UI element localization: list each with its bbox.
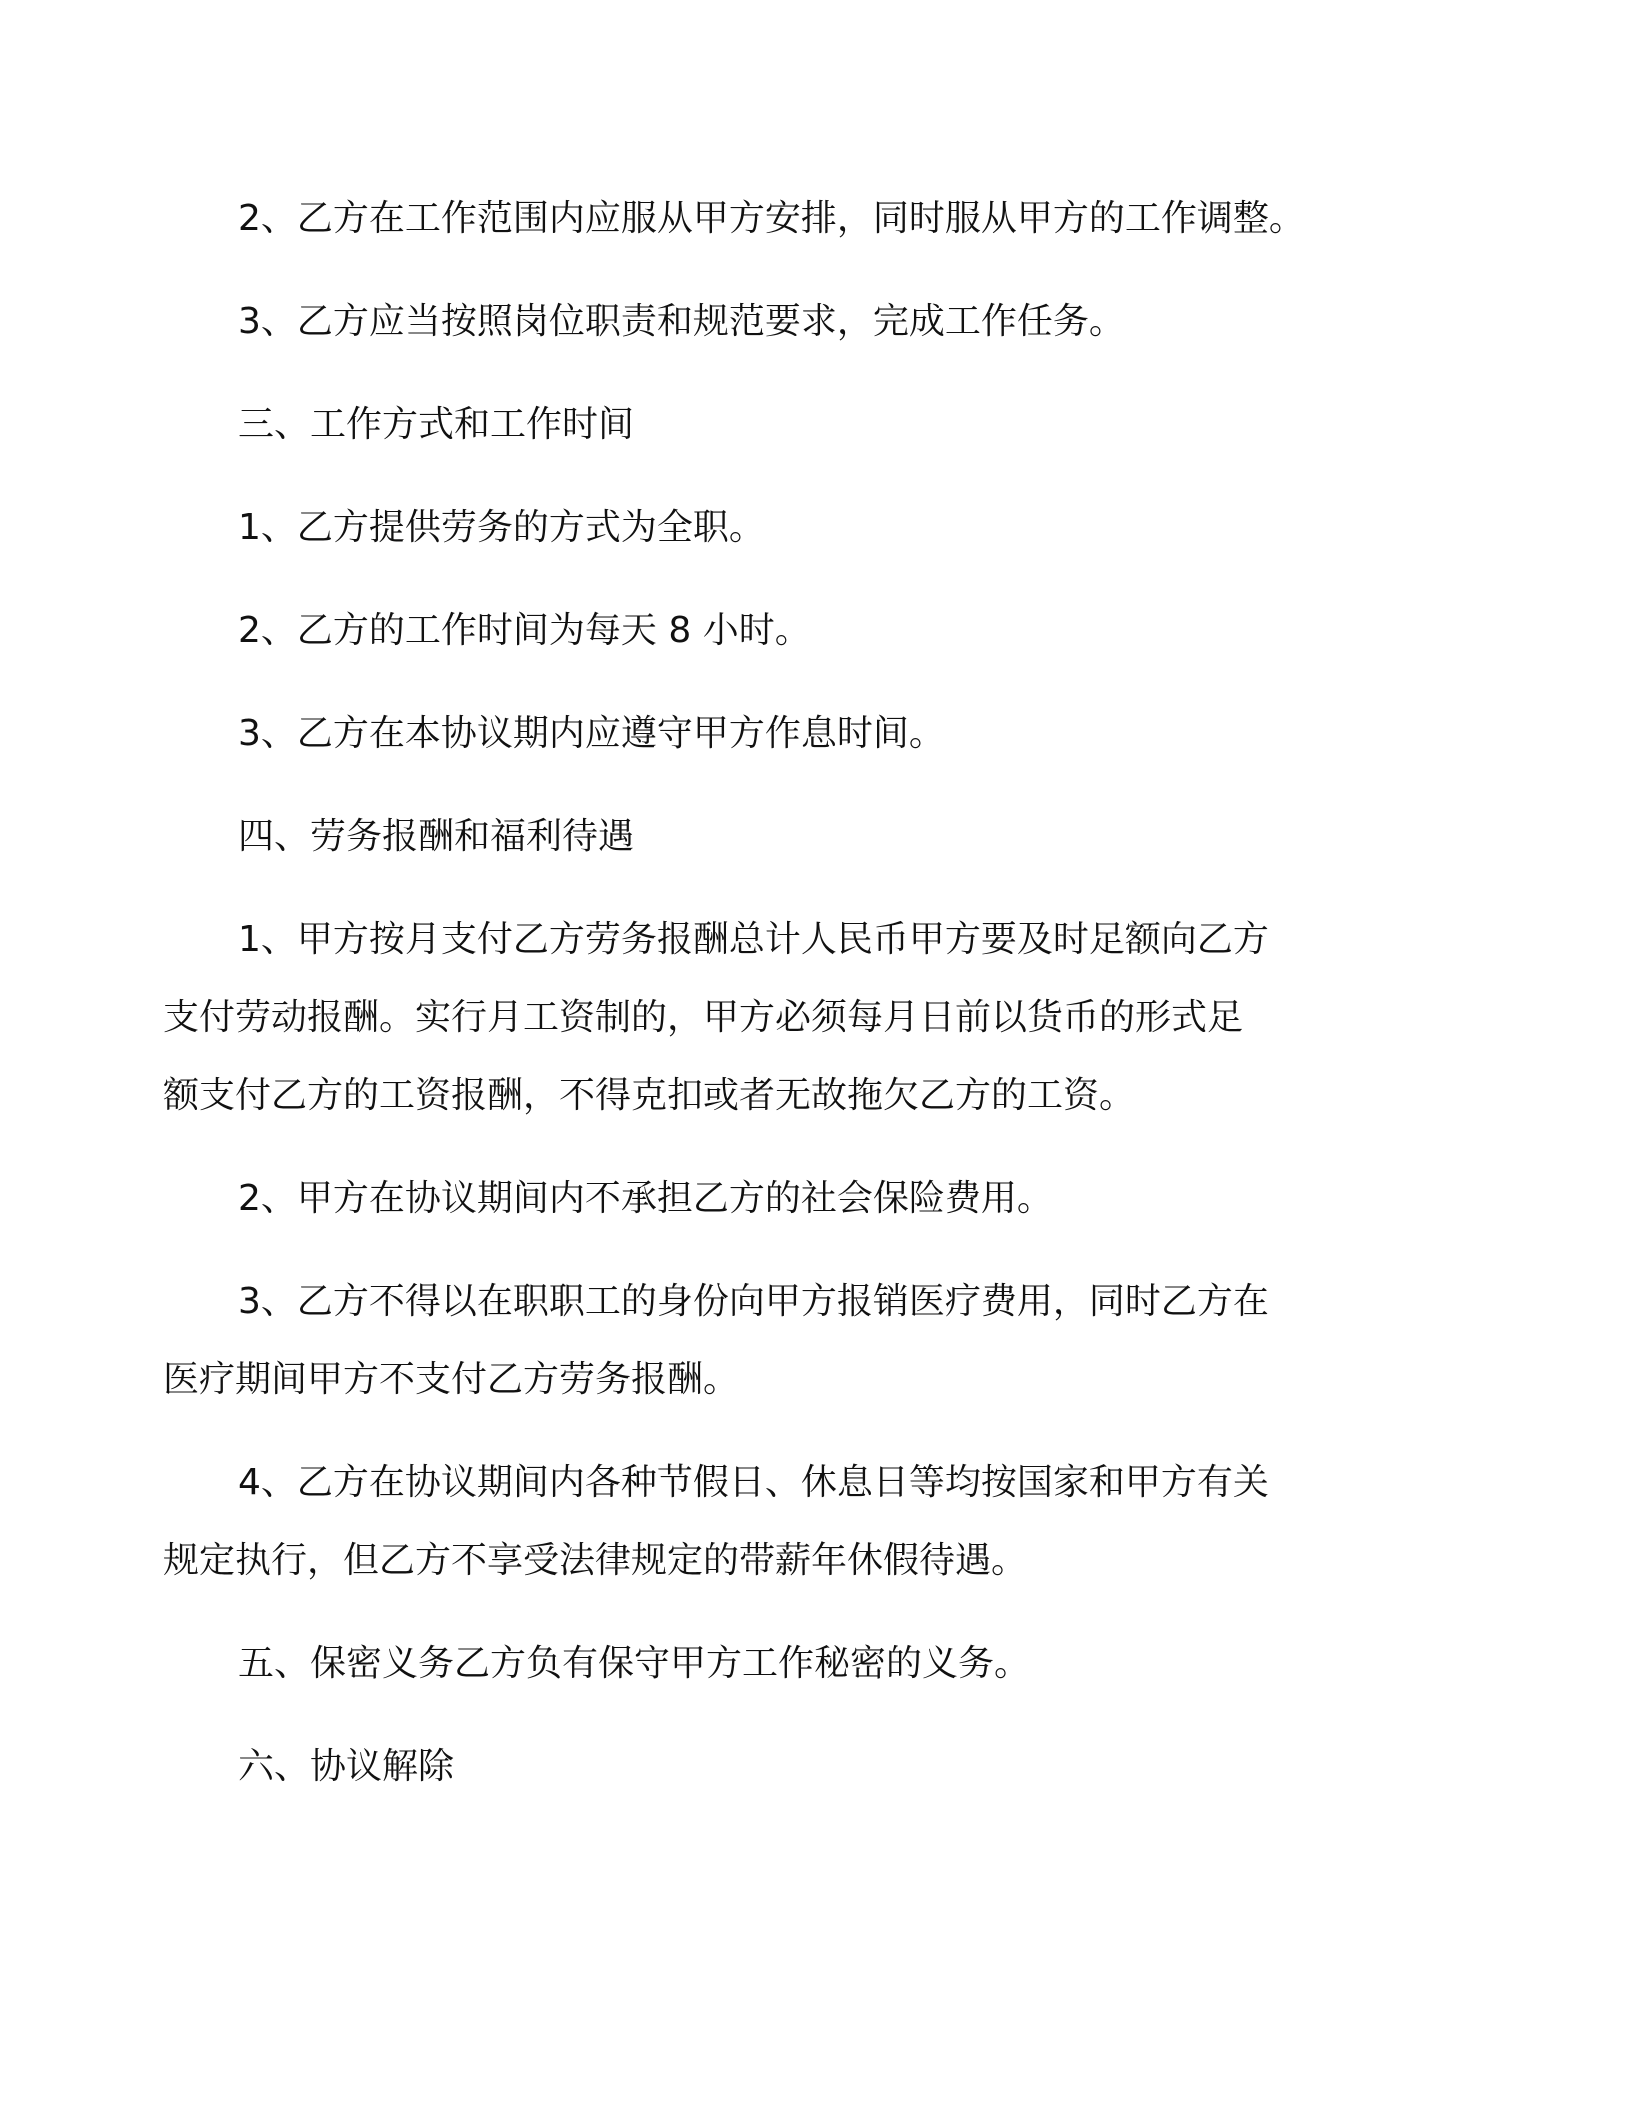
paragraph-line: 支付劳动报酬。实行月工资制的，甲方必须每月日前以货币的形式足 <box>163 997 1244 1038</box>
section-heading-6 <box>238 1728 1378 1806</box>
heading-text: 四、劳务报酬和福利待遇 <box>238 816 635 857</box>
section-heading-5 <box>238 1625 1378 1703</box>
clause-2-obey-arrangement <box>238 180 1378 258</box>
paragraph-line: 3、乙方应当按照岗位职责和规范要求，完成工作任务。 <box>238 301 1125 342</box>
heading-text: 五、保密义务乙方负有保守甲方工作秘密的义务。 <box>238 1643 1031 1684</box>
clause-1-full-time <box>238 489 1378 567</box>
paragraph-line: 2、乙方的工作时间为每天 8 小时。 <box>238 610 811 651</box>
clause-2-social-insurance <box>238 1160 1378 1238</box>
paragraph-line: 规定执行，但乙方不享受法律规定的带薪年休假待遇。 <box>163 1540 1028 1581</box>
paragraph-line: 4、乙方在协议期间内各种节假日、休息日等均按国家和甲方有关 <box>238 1462 1269 1503</box>
paragraph-line: 2、甲方在协议期间内不承担乙方的社会保险费用。 <box>238 1178 1053 1219</box>
paragraph-line: 3、乙方在本协议期内应遵守甲方作息时间。 <box>238 713 945 754</box>
clause-4-holidays <box>163 1444 1378 1600</box>
clause-2-working-hours <box>238 592 1378 670</box>
heading-text: 三、工作方式和工作时间 <box>238 404 635 445</box>
heading-text: 六、协议解除 <box>238 1746 455 1787</box>
paragraph-line: 1、乙方提供劳务的方式为全职。 <box>238 507 765 548</box>
clause-1-remuneration <box>163 901 1378 1135</box>
paragraph-line: 额支付乙方的工资报酬，不得克扣或者无故拖欠乙方的工资。 <box>163 1075 1136 1116</box>
clause-3-medical-expenses <box>163 1263 1378 1419</box>
clause-3-job-duties <box>238 283 1378 361</box>
paragraph-line: 1、甲方按月支付乙方劳务报酬总计人民币甲方要及时足额向乙方 <box>238 919 1269 960</box>
paragraph-line: 医疗期间甲方不支付乙方劳务报酬。 <box>163 1359 740 1400</box>
section-heading-4 <box>238 798 1378 876</box>
clause-3-schedule <box>238 695 1378 773</box>
paragraph-line: 3、乙方不得以在职职工的身份向甲方报销医疗费用，同时乙方在 <box>238 1281 1269 1322</box>
section-heading-3 <box>238 386 1378 464</box>
paragraph-line: 2、乙方在工作范围内应服从甲方安排，同时服从甲方的工作调整。 <box>238 198 1305 239</box>
